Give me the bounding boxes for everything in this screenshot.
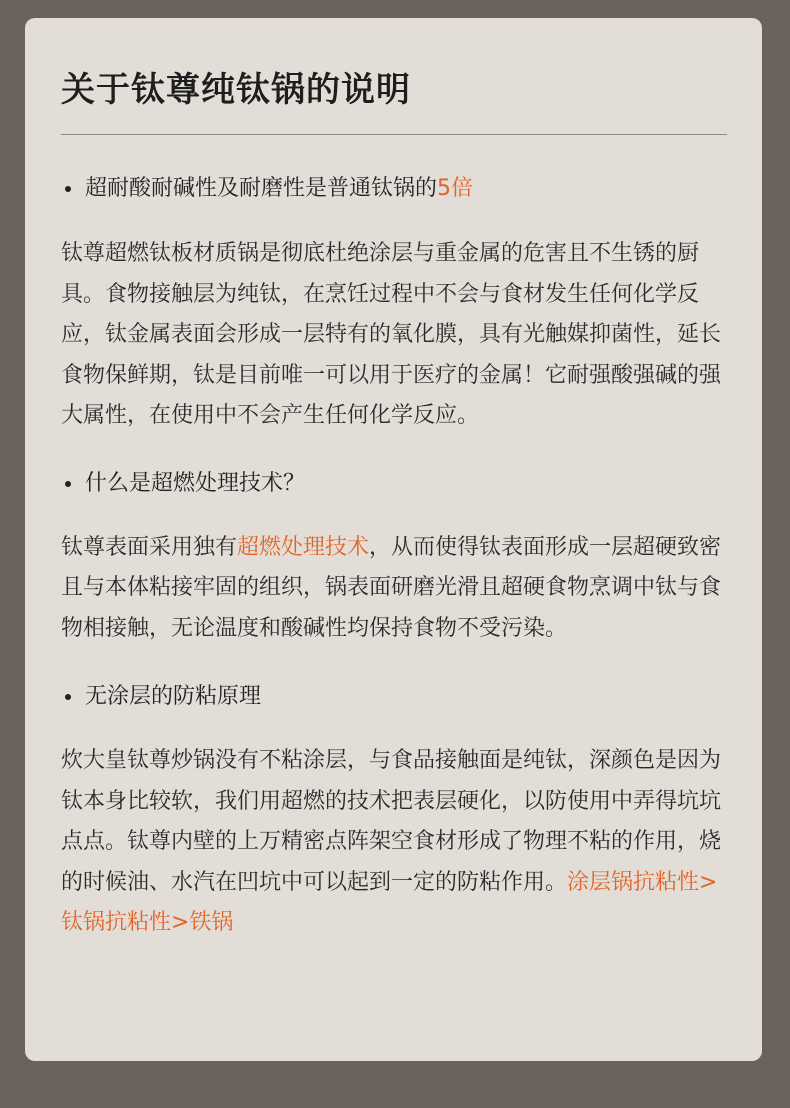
title-divider (61, 134, 727, 135)
section-heading-text: 什么是超燃处理技术？ (85, 470, 306, 496)
section-heading-treatment (65, 468, 726, 500)
highlight-text: 涂层锅抗粘性>钛锅抗粘性>铁锅 (61, 869, 718, 935)
bullet-icon (65, 186, 71, 192)
bullet-icon (65, 481, 71, 487)
section-heading-nonstick (65, 681, 726, 713)
bullet-icon (65, 694, 71, 700)
section-paragraph-durability: 钛尊超燃钛板材质锅是彻底杜绝涂层与重金属的危害且不生锈的厨具。食物接触层为纯钛，在烹饪过程中不会与食材发生任何化学反应，钛金属表面会形成一层特有的氧化膜，具有光触媒抑菌性，延长食物保鲜期，钛是目前唯一可以用于医疗的金属！它耐强酸强碱的强大属性，在使用中不会产生任何化学反应。 (61, 241, 722, 428)
section-paragraph-treatment: 钛尊表面采用独有超燃处理技术，从而使得钛表面形成一层超硬致密且与本体粘接牢固的组织，锅表面研磨光滑且超硬食物烹调中钛与食物相接触，无论温度和酸碱性均保持食物不受污染。 (61, 534, 722, 641)
section-heading-text: 超耐酸耐碱性及耐磨性是普通钛锅的5倍 (85, 176, 474, 201)
section-heading-durability (65, 173, 726, 205)
highlight-text: 超燃处理技术 (237, 534, 370, 560)
page-title: 关于钛尊纯钛锅的说明 (61, 70, 411, 110)
highlight-text: 5倍 (437, 176, 474, 201)
section-paragraph-nonstick: 炊大皇钛尊炒锅没有不粘涂层，与食品接触面是纯钛，深颜色是因为钛本身比较软，我们用超燃的技术把表层硬化，以防使用中弄得坑坑点点。钛尊内壁的上万精密点阵架空食材形成了物理不粘的作用，烧的时候油、水汽在凹坑中可以起到一定的防粘作用。涂层锅抗粘性>钛锅抗粘性>铁锅 (61, 748, 722, 935)
info-card (25, 18, 762, 1061)
section-heading-text: 无涂层的防粘原理 (85, 684, 262, 709)
